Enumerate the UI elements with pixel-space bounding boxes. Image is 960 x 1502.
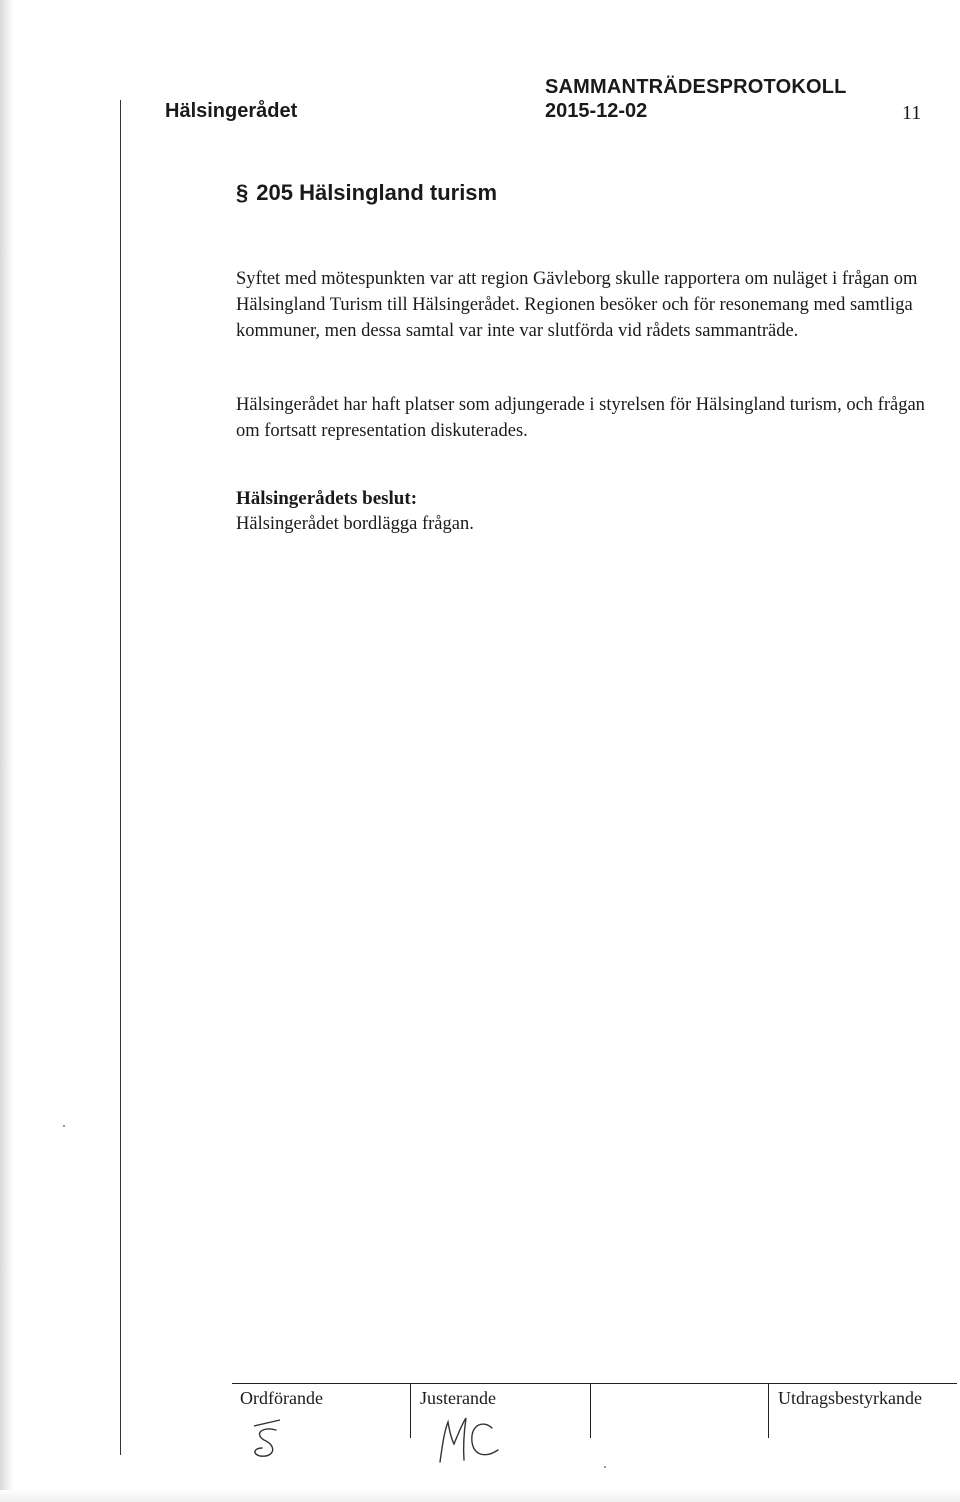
footer-divider [410,1383,411,1438]
left-margin-rule [120,100,121,1455]
adjuster-signature [434,1410,504,1470]
header-organization: Hälsingerådet [165,100,298,122]
paragraph-symbol: § [236,180,249,205]
scan-bottom-shadow [0,1490,960,1502]
section-heading [236,180,497,206]
header-date: 2015-12-02 [545,100,648,122]
scan-speck [604,1466,606,1468]
chair-signature [248,1418,288,1468]
extract-certification-label: Utdragsbestyrkande [778,1388,922,1408]
section-title-text: 205 Hälsingland turism [256,180,498,205]
footer-signature-rule [232,1383,957,1384]
header-document-type: SAMMANTRÄDESPROTOKOLL [545,76,847,98]
footer-divider [590,1383,591,1438]
chair-label: Ordförande [240,1388,323,1408]
body-paragraph-2: Hälsingerådet har haft platser som adjungerade i styrelsen för Hälsingland turism, och frågan om fortsatt representation diskuterades. [236,395,925,441]
decision-text: Hälsingerådet bordlägga frågan. [236,514,474,534]
body-paragraph-1: Syftet med mötespunkten var att region Gävleborg skulle rapportera om nuläget i frågan om Hälsingland Turism till Hälsingerådet. Regionen besöker och för resonemang med samtliga kommuner, men dessa samtal var inte var slutförda vid rådets sammanträde. [236,269,918,341]
scan-speck [63,1125,65,1127]
footer-divider [768,1383,769,1438]
adjuster-label: Justerande [420,1388,496,1408]
page-number: 11 [902,102,922,124]
decision-heading: Hälsingerådets beslut: [236,488,418,509]
scan-edge-shadow [0,0,14,1502]
